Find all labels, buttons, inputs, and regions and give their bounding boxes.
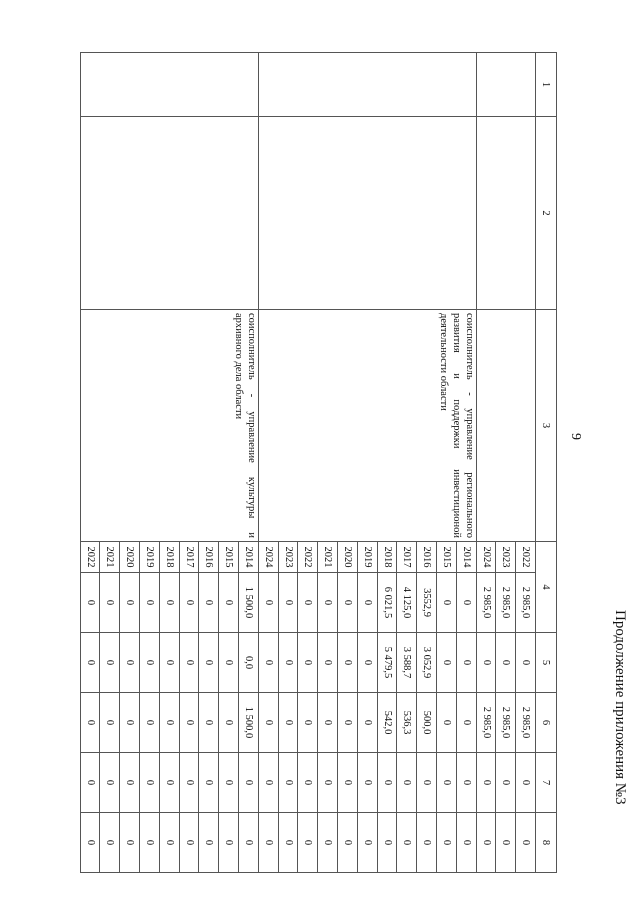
value-cell-8: 0 <box>199 813 219 873</box>
value-cell-6: 2 985,0 <box>496 693 516 753</box>
executor-text: соисполнитель - управление регионального развития и поддержки инвестиционой деятельности области <box>437 313 475 538</box>
value-cell-6: 0 <box>80 693 100 753</box>
value-cell-5: 0 <box>298 633 318 693</box>
value-cell-4: 2 985,0 <box>476 573 496 633</box>
value-cell-6: 0 <box>159 693 179 753</box>
budget-table-wrapper <box>80 52 557 873</box>
value-cell-7: 0 <box>179 753 199 813</box>
year-cell: 2020 <box>120 542 140 573</box>
value-cell-5: 0 <box>338 633 358 693</box>
value-cell-5: 0 <box>258 633 278 693</box>
value-cell-6: 0 <box>278 693 298 753</box>
value-cell-4: 0 <box>100 573 120 633</box>
cell-col-2 <box>258 117 476 310</box>
value-cell-4: 6 021,5 <box>377 573 397 633</box>
value-cell-4: 0 <box>140 573 160 633</box>
value-cell-7: 0 <box>278 753 298 813</box>
value-cell-6: 500,0 <box>417 693 437 753</box>
value-cell-8: 0 <box>219 813 239 873</box>
value-cell-6: 536,3 <box>397 693 417 753</box>
value-cell-7: 0 <box>456 753 476 813</box>
year-cell: 2015 <box>437 542 457 573</box>
value-cell-7: 0 <box>120 753 140 813</box>
year-cell: 2019 <box>140 542 160 573</box>
value-cell-5: 0 <box>437 633 457 693</box>
value-cell-5: 0 <box>140 633 160 693</box>
year-cell: 2017 <box>179 542 199 573</box>
year-cell: 2014 <box>456 542 476 573</box>
header-col-5: 5 <box>536 633 557 693</box>
year-cell: 2024 <box>476 542 496 573</box>
value-cell-5: 0 <box>318 633 338 693</box>
cell-col-2 <box>80 117 258 310</box>
executor-cell <box>476 310 535 542</box>
value-cell-4: 0 <box>357 573 377 633</box>
year-cell: 2023 <box>278 542 298 573</box>
value-cell-5: 5 479,5 <box>377 633 397 693</box>
table-row <box>516 53 536 873</box>
value-cell-7: 0 <box>100 753 120 813</box>
value-cell-6: 2 985,0 <box>476 693 496 753</box>
value-cell-8: 0 <box>179 813 199 873</box>
value-cell-7: 0 <box>219 753 239 813</box>
year-cell: 2017 <box>397 542 417 573</box>
value-cell-8: 0 <box>397 813 417 873</box>
value-cell-8: 0 <box>456 813 476 873</box>
value-cell-7: 0 <box>437 753 457 813</box>
value-cell-7: 0 <box>199 753 219 813</box>
value-cell-8: 0 <box>417 813 437 873</box>
value-cell-7: 0 <box>496 753 516 813</box>
value-cell-6: 0 <box>219 693 239 753</box>
value-cell-6: 0 <box>298 693 318 753</box>
header-col-1: 1 <box>536 53 557 117</box>
value-cell-5: 0,0 <box>239 633 259 693</box>
value-cell-4: 0 <box>159 573 179 633</box>
year-cell: 2021 <box>100 542 120 573</box>
year-cell: 2018 <box>377 542 397 573</box>
header-col-8: 8 <box>536 813 557 873</box>
value-cell-7: 0 <box>140 753 160 813</box>
year-cell: 2019 <box>357 542 377 573</box>
value-cell-7: 0 <box>516 753 536 813</box>
value-cell-5: 0 <box>357 633 377 693</box>
value-cell-4: 0 <box>456 573 476 633</box>
value-cell-8: 0 <box>100 813 120 873</box>
value-cell-6: 0 <box>318 693 338 753</box>
value-cell-5: 0 <box>179 633 199 693</box>
value-cell-7: 0 <box>80 753 100 813</box>
value-cell-8: 0 <box>80 813 100 873</box>
value-cell-8: 0 <box>338 813 358 873</box>
value-cell-5: 0 <box>159 633 179 693</box>
value-cell-6: 0 <box>258 693 278 753</box>
value-cell-7: 0 <box>159 753 179 813</box>
value-cell-6: 0 <box>437 693 457 753</box>
value-cell-5: 0 <box>100 633 120 693</box>
value-cell-4: 0 <box>120 573 140 633</box>
cell-col-2 <box>476 117 535 310</box>
value-cell-8: 0 <box>258 813 278 873</box>
cell-col-1 <box>476 53 535 117</box>
value-cell-4: 2 985,0 <box>516 573 536 633</box>
value-cell-8: 0 <box>357 813 377 873</box>
value-cell-7: 0 <box>397 753 417 813</box>
executor-cell <box>80 310 258 542</box>
value-cell-7: 0 <box>258 753 278 813</box>
value-cell-8: 0 <box>437 813 457 873</box>
value-cell-7: 0 <box>357 753 377 813</box>
value-cell-4: 0 <box>199 573 219 633</box>
value-cell-8: 0 <box>159 813 179 873</box>
year-cell: 2022 <box>516 542 536 573</box>
year-cell: 2023 <box>496 542 516 573</box>
value-cell-4: 2 985,0 <box>496 573 516 633</box>
value-cell-6: 542,0 <box>377 693 397 753</box>
value-cell-6: 0 <box>456 693 476 753</box>
value-cell-5: 0 <box>120 633 140 693</box>
value-cell-5: 3 052,9 <box>417 633 437 693</box>
value-cell-8: 0 <box>377 813 397 873</box>
value-cell-4: 0 <box>179 573 199 633</box>
header-col-3: 3 <box>536 310 557 542</box>
value-cell-8: 0 <box>239 813 259 873</box>
value-cell-4: 4 125,0 <box>397 573 417 633</box>
year-cell: 2024 <box>258 542 278 573</box>
year-cell: 2020 <box>338 542 358 573</box>
value-cell-7: 0 <box>298 753 318 813</box>
value-cell-8: 0 <box>516 813 536 873</box>
value-cell-4: 0 <box>298 573 318 633</box>
value-cell-6: 0 <box>100 693 120 753</box>
cell-col-1 <box>258 53 476 117</box>
year-cell: 2015 <box>219 542 239 573</box>
value-cell-4: 0 <box>278 573 298 633</box>
value-cell-4: 0 <box>258 573 278 633</box>
value-cell-4: 3552,9 <box>417 573 437 633</box>
header-col-6: 6 <box>536 693 557 753</box>
value-cell-5: 0 <box>199 633 219 693</box>
cell-col-1 <box>80 53 258 117</box>
value-cell-6: 0 <box>140 693 160 753</box>
value-cell-6: 0 <box>179 693 199 753</box>
value-cell-6: 0 <box>199 693 219 753</box>
value-cell-5: 0 <box>496 633 516 693</box>
value-cell-7: 0 <box>417 753 437 813</box>
table-row <box>456 53 476 873</box>
value-cell-8: 0 <box>140 813 160 873</box>
value-cell-4: 0 <box>338 573 358 633</box>
year-cell: 2022 <box>298 542 318 573</box>
value-cell-5: 3 588,7 <box>397 633 417 693</box>
value-cell-4: 0 <box>219 573 239 633</box>
value-cell-5: 0 <box>456 633 476 693</box>
header-row <box>536 53 557 873</box>
year-cell: 2016 <box>199 542 219 573</box>
year-cell: 2021 <box>318 542 338 573</box>
value-cell-6: 1 500,0 <box>239 693 259 753</box>
value-cell-7: 0 <box>338 753 358 813</box>
value-cell-4: 1 500,0 <box>239 573 259 633</box>
header-col-4: 4 <box>536 542 557 633</box>
header-col-7: 7 <box>536 753 557 813</box>
value-cell-6: 2 985,0 <box>516 693 536 753</box>
value-cell-6: 0 <box>120 693 140 753</box>
header-col-2: 2 <box>536 117 557 310</box>
value-cell-8: 0 <box>318 813 338 873</box>
value-cell-5: 0 <box>80 633 100 693</box>
value-cell-7: 0 <box>377 753 397 813</box>
table-row <box>239 53 259 873</box>
value-cell-5: 0 <box>278 633 298 693</box>
year-cell: 2014 <box>239 542 259 573</box>
year-cell: 2022 <box>80 542 100 573</box>
budget-table <box>80 52 557 873</box>
value-cell-8: 0 <box>120 813 140 873</box>
value-cell-8: 0 <box>278 813 298 873</box>
value-cell-7: 0 <box>476 753 496 813</box>
table-body <box>80 53 535 873</box>
value-cell-4: 0 <box>80 573 100 633</box>
value-cell-4: 0 <box>437 573 457 633</box>
executor-text: соисполнитель - управление культуры и архивного дела области <box>232 313 257 538</box>
value-cell-7: 0 <box>239 753 259 813</box>
year-cell: 2016 <box>417 542 437 573</box>
value-cell-8: 0 <box>476 813 496 873</box>
appendix-continuation-note: Продолжение приложения №3 <box>612 610 628 805</box>
year-cell: 2018 <box>159 542 179 573</box>
value-cell-8: 0 <box>496 813 516 873</box>
value-cell-5: 0 <box>476 633 496 693</box>
value-cell-6: 0 <box>357 693 377 753</box>
page-number: 9 <box>568 433 583 440</box>
value-cell-8: 0 <box>298 813 318 873</box>
value-cell-5: 0 <box>219 633 239 693</box>
executor-cell <box>258 310 476 542</box>
value-cell-5: 0 <box>516 633 536 693</box>
value-cell-7: 0 <box>318 753 338 813</box>
value-cell-6: 0 <box>338 693 358 753</box>
value-cell-4: 0 <box>318 573 338 633</box>
